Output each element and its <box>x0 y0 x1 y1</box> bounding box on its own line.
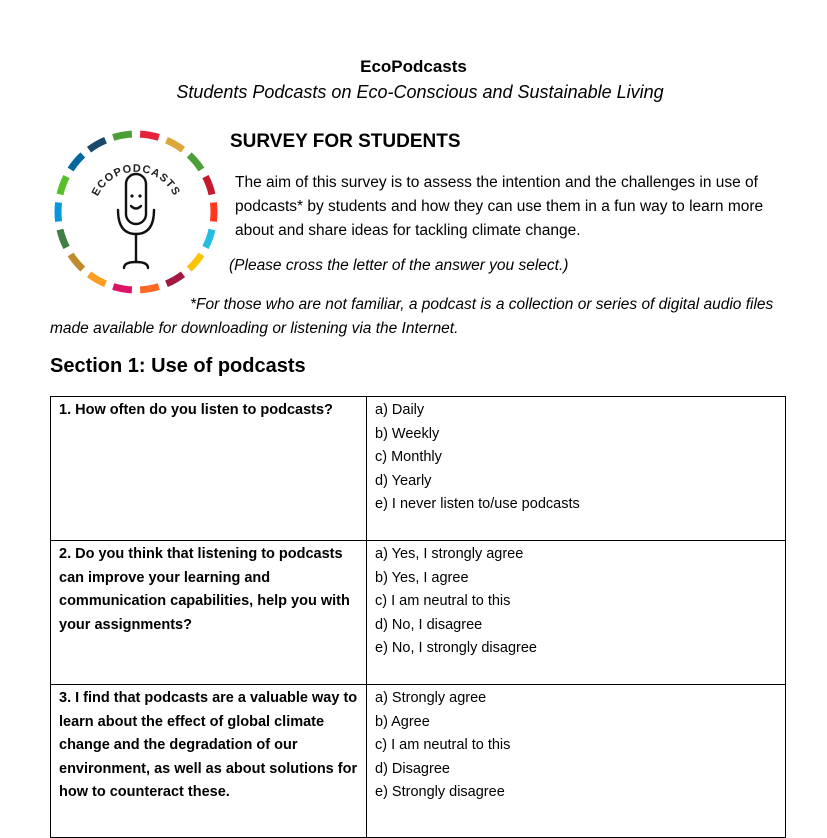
answer-option[interactable]: a) Daily <box>375 402 425 418</box>
document-subtitle: Students Podcasts on Eco-Conscious and Sustainable Living <box>176 82 664 102</box>
answer-option[interactable]: c) I am neutral to this <box>375 737 511 753</box>
question-row <box>51 397 786 541</box>
logo-ring-segment <box>189 254 201 269</box>
logo-ring-segment <box>71 254 83 269</box>
logo-ring-segment <box>58 202 59 221</box>
logo-ring-segment <box>213 202 214 221</box>
logo-ring-segment <box>140 287 159 290</box>
logo-text: ECOPODCASTS <box>89 162 183 199</box>
logo-ring-segment <box>60 177 67 195</box>
question-row <box>51 685 786 838</box>
answer-option[interactable]: e) I never listen to/use podcasts <box>375 496 580 512</box>
survey-aim: The aim of this survey is to assess the intention and the challenges in use of podcasts* by students and how they can use them in a fun way to learn more about and share ideas for tackling climate change. <box>235 174 764 239</box>
logo-ring-segment <box>206 177 213 195</box>
section-heading: Section 1: Use of podcasts <box>50 355 306 377</box>
answer-option[interactable]: d) Disagree <box>375 760 450 777</box>
answer-option[interactable]: d) Yearly <box>375 472 432 489</box>
answer-option[interactable]: b) Weekly <box>375 425 440 442</box>
answer-option[interactable]: d) No, I disagree <box>375 616 483 633</box>
microphone-icon <box>118 174 154 268</box>
answer-option[interactable]: a) Yes, I strongly agree <box>375 546 524 562</box>
logo-ring-segment <box>113 287 132 290</box>
logo-ring-segment <box>189 155 201 170</box>
question-text: 3. I find that podcasts are a valuable way to learn about the effect of global climate change and the degradation of our environment, as well as about solutions for how to counteract these. <box>51 685 367 838</box>
logo-ring-segment <box>206 230 213 248</box>
logo-ring-segment <box>60 230 67 248</box>
question-text: 2. Do you think that listening to podcasts can improve your learning and communication capabilities, help you with your assignments? <box>51 541 367 685</box>
logo-ring <box>46 122 226 302</box>
logo-ring-segment <box>140 134 159 137</box>
question-row <box>51 541 786 685</box>
survey-heading: SURVEY FOR STUDENTS <box>230 131 461 152</box>
answer-option[interactable]: e) No, I strongly disagree <box>375 640 537 656</box>
answer-option[interactable]: b) Yes, I agree <box>375 569 469 586</box>
questions-table <box>50 396 786 838</box>
answer-option[interactable]: e) Strongly disagree <box>375 784 505 800</box>
logo-ring-segment <box>113 134 132 137</box>
ecopodcasts-logo <box>46 122 226 302</box>
answer-options <box>367 685 786 838</box>
answer-option[interactable]: a) Strongly agree <box>375 690 487 706</box>
logo-ring-segment <box>89 140 105 150</box>
logo-ring-segment <box>166 274 182 284</box>
answer-options <box>367 397 786 541</box>
document-title: EcoPodcasts <box>360 57 467 76</box>
answer-option[interactable]: c) Monthly <box>375 449 442 465</box>
survey-instruction: (Please cross the letter of the answer you select.) <box>229 257 569 274</box>
answer-option[interactable]: c) I am neutral to this <box>375 593 511 609</box>
answer-options <box>367 541 786 685</box>
answer-option[interactable]: b) Agree <box>375 713 430 730</box>
podcast-footnote: *For those who are not familiar, a podcast is a collection or series of digital audio files made available for downloading or listening via the Internet. <box>50 296 774 337</box>
logo-ring-segment <box>89 274 105 284</box>
question-text: 1. How often do you listen to podcasts? <box>51 397 367 541</box>
logo-ring-segment <box>166 140 182 150</box>
logo-ring-segment <box>71 155 83 170</box>
